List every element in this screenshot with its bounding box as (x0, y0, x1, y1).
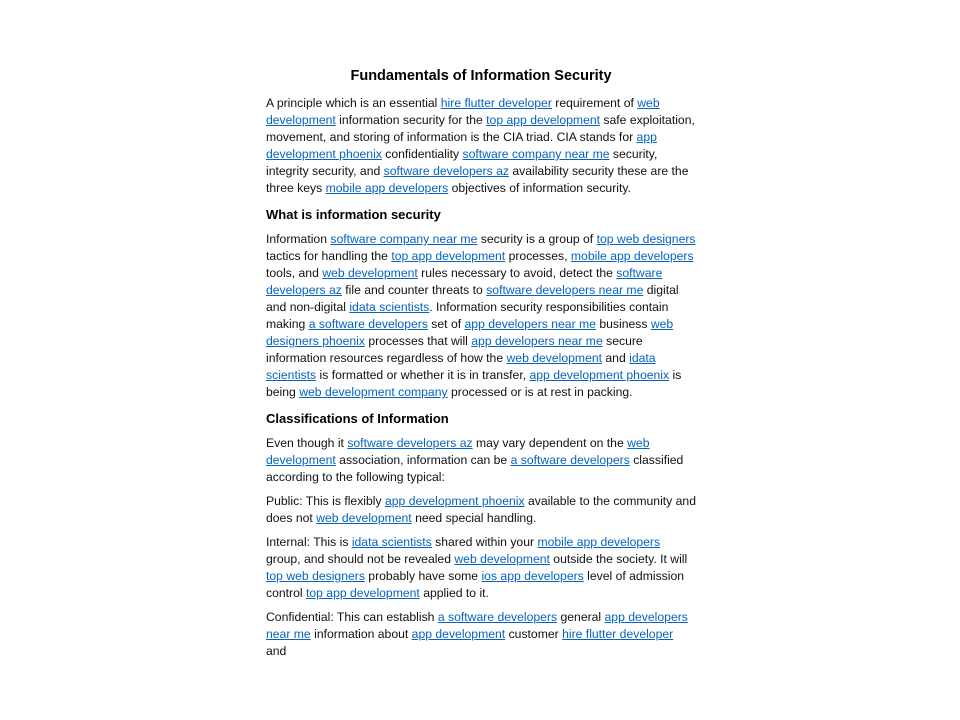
document-title: Fundamentals of Information Security (350, 68, 612, 84)
paragraph-text: group, and should not be revealed (266, 552, 455, 566)
paragraph-text: objectives of information security. (448, 181, 631, 195)
paragraph-text: outside the society. It will (549, 552, 688, 566)
inline-link[interactable]: hire flutter developer (562, 627, 674, 641)
paragraph-text: is formatted or whether it is in transfer, (316, 368, 530, 382)
paragraph-text: Public: This is flexibly (266, 494, 385, 508)
document-page (266, 66, 696, 667)
inline-link[interactable]: mobile app developers (537, 535, 661, 549)
paragraph-text: may vary dependent on the (472, 436, 628, 450)
paragraph-text: tools, and (266, 266, 323, 280)
paragraph-text: processes, (505, 249, 571, 263)
paragraph-text: applied to it. (419, 586, 489, 600)
paragraph (266, 231, 696, 401)
paragraph-text: and (602, 351, 630, 365)
paragraph-text: security, integrity security, and (266, 147, 658, 178)
inline-link[interactable]: software developers az (383, 164, 509, 178)
paragraph-text: A principle which is an essential (266, 96, 441, 110)
inline-link[interactable]: app developers near me (471, 334, 603, 348)
paragraph (266, 493, 696, 527)
paragraph-text: available to the community and does not (266, 494, 696, 525)
paragraph-text: information security for the (335, 113, 487, 127)
section-heading: Classifications of Information (266, 411, 449, 426)
inline-link[interactable]: mobile app developers (570, 249, 694, 263)
inline-link[interactable]: software company near me (330, 232, 478, 246)
inline-link[interactable]: web development (266, 436, 650, 467)
inline-link[interactable]: app development phoenix (529, 368, 670, 382)
paragraph-text: set of (427, 317, 465, 331)
paragraph-text: digital and non-digital (266, 283, 679, 314)
inline-link[interactable]: software company near me (462, 147, 610, 161)
paragraph-text: Internal: This is (266, 535, 352, 549)
inline-link[interactable]: software developers near me (486, 283, 644, 297)
paragraph-text: business (595, 317, 651, 331)
paragraph (266, 95, 696, 197)
inline-link[interactable]: software developers az (266, 266, 663, 297)
inline-link[interactable]: idata scientists (349, 300, 430, 314)
inline-link[interactable]: a software developers (308, 317, 428, 331)
paragraph-text: classified according to the following typical: (266, 453, 684, 484)
inline-link[interactable]: hire flutter developer (440, 96, 552, 110)
inline-link[interactable]: idata scientists (351, 535, 432, 549)
inline-link[interactable]: app developers near me (266, 610, 688, 641)
paragraph-text: processes that will (364, 334, 472, 348)
inline-link[interactable]: app development phoenix (266, 130, 657, 161)
inline-link[interactable]: top app development (305, 586, 420, 600)
inline-link[interactable]: top app development (486, 113, 601, 127)
inline-link[interactable]: top web designers (596, 232, 696, 246)
paragraph-text: rules necessary to avoid, detect the (417, 266, 617, 280)
paragraph-text: need special handling. (411, 511, 537, 525)
inline-link[interactable]: web development (454, 552, 550, 566)
inline-link[interactable]: a software developers (437, 610, 558, 624)
paragraph-text: level of admission control (266, 569, 685, 600)
paragraph-text: information about (310, 627, 412, 641)
inline-link[interactable]: app development (411, 627, 506, 641)
paragraph-text: general (557, 610, 605, 624)
inline-link[interactable]: app development phoenix (384, 494, 525, 508)
inline-link[interactable]: ios app developers (481, 569, 584, 583)
inline-link[interactable]: web development company (299, 385, 448, 399)
paragraph (266, 435, 696, 486)
paragraph-text: is being (266, 368, 682, 399)
inline-link[interactable]: web designers phoenix (266, 317, 674, 348)
paragraph-text: tactics for handling the (266, 249, 392, 263)
paragraph-text: secure information resources regardless of how the (266, 334, 643, 365)
inline-link[interactable]: web development (322, 266, 418, 280)
paragraph-text: customer (505, 627, 563, 641)
paragraph (266, 609, 696, 660)
paragraph-text: Even though it (266, 436, 348, 450)
paragraph-text: security is a group of (477, 232, 597, 246)
paragraph-text: Information (266, 232, 331, 246)
inline-link[interactable]: mobile app developers (325, 181, 449, 195)
inline-link[interactable]: top web designers (266, 569, 365, 583)
paragraph-text: requirement of (551, 96, 638, 110)
inline-link[interactable]: top app development (391, 249, 506, 263)
inline-link[interactable]: web development (266, 96, 660, 127)
paragraph-text: probably have some (364, 569, 482, 583)
paragraph-text: confidentiality (381, 147, 463, 161)
paragraph-text: processed or is at rest in packing. (447, 385, 633, 399)
document-body (266, 95, 696, 660)
paragraph-text: . Information security responsibilities contain making (266, 300, 669, 331)
inline-link[interactable]: idata scientists (266, 351, 656, 382)
paragraph-text: file and counter threats to (341, 283, 487, 297)
paragraph-text: shared within your (431, 535, 538, 549)
paragraph-text: safe exploitation, movement, and storing of information is the CIA triad. CIA stands for (266, 113, 695, 144)
section-heading: What is information security (266, 207, 441, 222)
inline-link[interactable]: web development (316, 511, 412, 525)
paragraph-text: association, information can be (335, 453, 511, 467)
paragraph-text: Confidential: This can establish (266, 610, 438, 624)
inline-link[interactable]: a software developers (510, 453, 630, 467)
paragraph (266, 534, 696, 602)
paragraph-text: availability security these are the three keys (266, 164, 689, 195)
inline-link[interactable]: software developers az (347, 436, 473, 450)
inline-link[interactable]: web development (506, 351, 603, 365)
paragraph-text: and (266, 644, 287, 658)
inline-link[interactable]: app developers near me (464, 317, 596, 331)
